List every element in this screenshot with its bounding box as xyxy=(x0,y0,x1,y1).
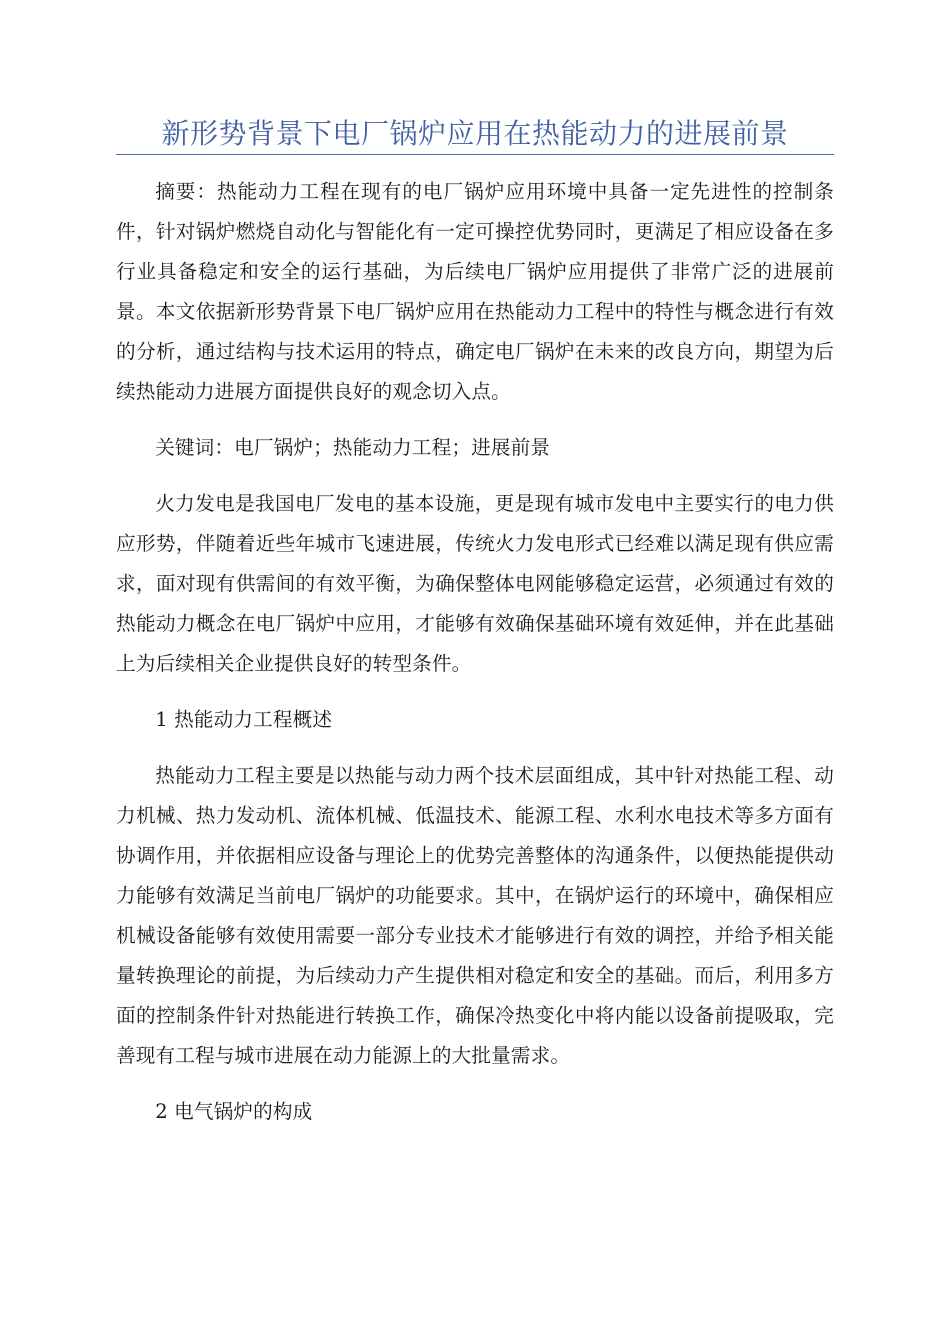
document-title: 新形势背景下电厂锅炉应用在热能动力的进展前景 xyxy=(161,117,789,150)
section-heading-2: 2 电气锅炉的构成 xyxy=(155,1100,313,1123)
keywords-paragraph: 关键词：电厂锅炉；热能动力工程；进展前景 xyxy=(155,436,551,459)
section-heading-1: 1 热能动力工程概述 xyxy=(155,708,333,731)
abstract-paragraph: 摘要：热能动力工程在现有的电厂锅炉应用环境中具备一定先进性的控制条件，针对锅炉燃烧自动化与智能化有一定可操控优势同时，更满足了相应设备在多行业具备稳定和安全的运行基础，为后续电厂锅炉应用提供了非常广泛的进展前景。本文依据新形势背景下电厂锅炉应用在热能动力工程中的特性与概念进行有效的分析，通过结构与技术运用的特点，确定电厂锅炉在未来的改良方向，期望为后续热能动力进展方面提供良好的观念切入点。 xyxy=(116,180,834,403)
document-body xyxy=(116,172,834,1148)
intro-paragraph: 火力发电是我国电厂发电的基本设施，更是现有城市发电中主要实行的电力供应形势，伴随着近些年城市飞速进展，传统火力发电形式已经难以满足现有供应需求，面对现有供需间的有效平衡，为确保整体电网能够稳定运营，必须通过有效的热能动力概念在电厂锅炉中应用，才能够有效确保基础环境有效延伸，并在此基础上为后续相关企业提供良好的转型条件。 xyxy=(116,492,834,675)
title-underline xyxy=(116,154,834,155)
section-1-paragraph: 热能动力工程主要是以热能与动力两个技术层面组成，其中针对热能工程、动力机械、热力发动机、流体机械、低温技术、能源工程、水利水电技术等多方面有协调作用，并依据相应设备与理论上的优势完善整体的沟通条件，以便热能提供动力能够有效满足当前电厂锅炉的功能要求。其中，在锅炉运行的环境中，确保相应机械设备能够有效使用需要一部分专业技术才能够进行有效的调控，并给予相关能量转换理论的前提，为后续动力产生提供相对稳定和安全的基础。而后，利用多方面的控制条件针对热能进行转换工作，确保冷热变化中将内能以设备前提吸取，完善现有工程与城市进展在动力能源上的大批量需求。 xyxy=(116,764,834,1067)
